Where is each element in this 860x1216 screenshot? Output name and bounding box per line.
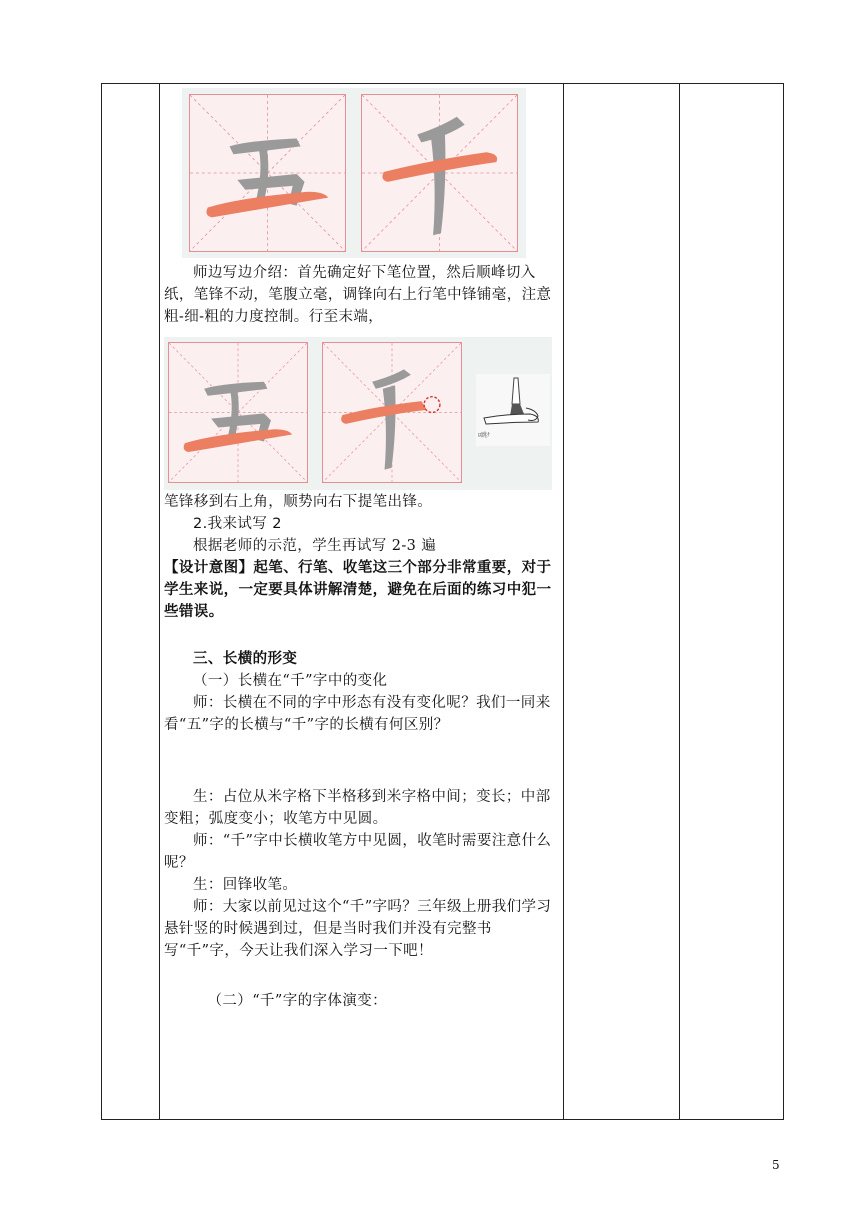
tianzige-grid-qian — [322, 342, 462, 483]
table-column-divider — [159, 84, 160, 1119]
table-column-divider — [679, 84, 680, 1119]
page-number: 5 — [772, 1158, 780, 1172]
paragraph-student-answer-2: 生：回锋收笔。 — [193, 877, 298, 893]
calligraphy-qian-image — [323, 343, 461, 482]
paragraph-teacher-intro: 师边写边介绍：首先确定好下笔位置，然后顺峰切入纸，笔锋不动，笔腹立毫，调锋向右上行笔中锋铺毫，注意粗-细-粗的力度控制。行至末端， — [164, 265, 552, 325]
subsection-heading-evolution: （二）“千”字的字体演变： — [207, 993, 388, 1009]
paragraph-design-intent: 【设计意图】起笔、行笔、收笔这三个部分非常重要，对于学生来说，一定要具体讲解清楚，避免在后面的练习中犯一些错误。 — [164, 559, 552, 620]
calligraphy-wu-image — [190, 95, 345, 251]
figure-caption: ﾛ跳ﾅ — [478, 432, 491, 439]
paragraph-teacher-question-2: 师：“千”字中长横收笔方中见圆，收笔时需要注意什么呢？ — [164, 833, 552, 871]
paragraph-teacher-question: 师：长横在不同的字中形态有没有变化呢？我们一同来看“五”字的长横与“千”字的长横有何区别？ — [164, 695, 551, 733]
calligraphy-qian-image — [362, 95, 517, 251]
brush-technique-figure — [476, 374, 550, 446]
calligraphy-wu-image — [169, 343, 307, 482]
tianzige-grid-qian — [361, 94, 518, 252]
tianzige-grid-wu — [189, 94, 346, 252]
section-heading-transform: 三、长横的形变 — [193, 650, 298, 667]
subsection-heading-qian: （一）长横在“千”字中的变化 — [193, 673, 388, 689]
paragraph-continuation: 笔锋移到右上角，顺势向右下提笔出锋。 — [164, 494, 433, 510]
paragraph-trial-instruction: 根据老师的示范，学生再试写 2-3 遍 — [193, 538, 437, 554]
table-column-divider — [563, 84, 564, 1119]
paragraph-student-answer: 生：占位从米字格下半格移到米字格中间；变长；中部变粗；弧度变小；收笔方中见圆。 — [164, 789, 551, 827]
paragraph-teacher-remark: 师：大家以前见过这个“千”字吗？三年级上册我们学习悬针竖的时候遇到过，但是当时我们并没有完整书写“千”字，今天让我们深入学习一下吧！ — [164, 899, 552, 959]
tianzige-grid-wu — [168, 342, 308, 483]
paragraph-trial-heading: 2.我来试写 2 — [193, 516, 282, 532]
